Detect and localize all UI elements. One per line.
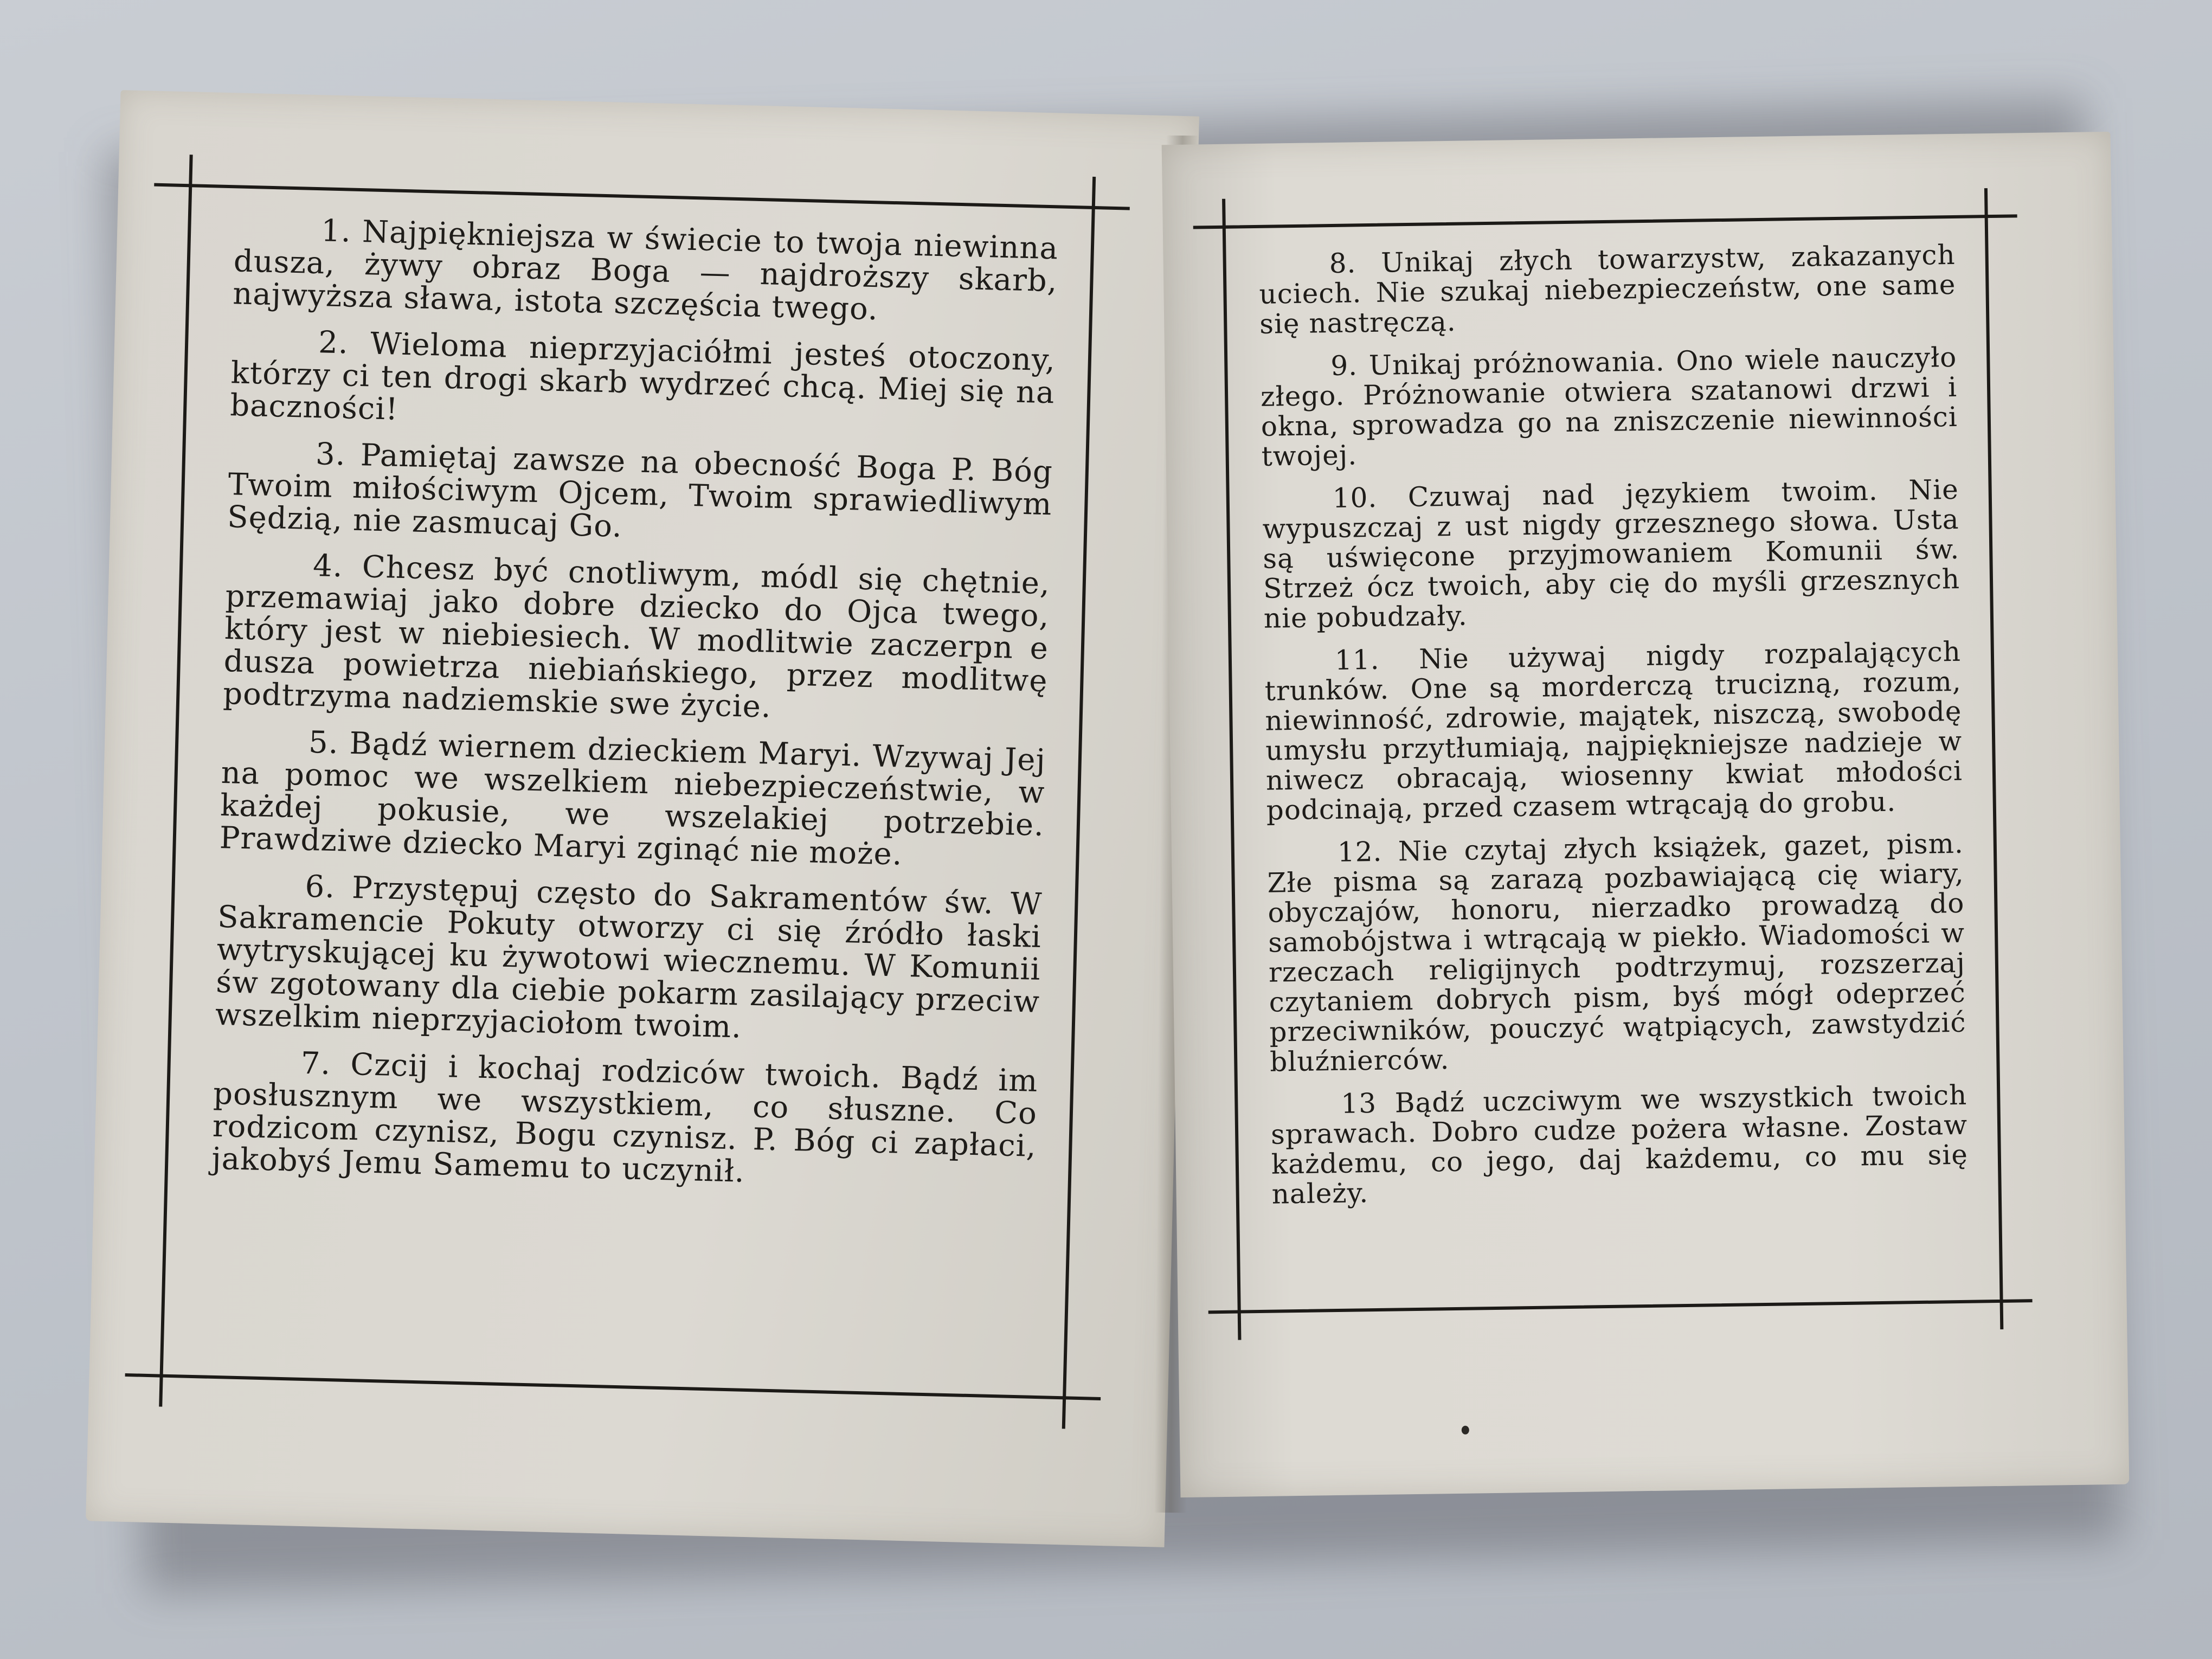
right-page-text	[1258, 240, 1969, 1223]
commandment-paragraph: 6. Przystępuj często do Sakramentów św. W Sakramencie Pokuty otworzy ci się źródło łaski wytryskującej ku żywotowi wiecznemu. W Komunii św zgotowany dla ciebie pokarm zasilający przeciw wszelkim nieprzyjaciołom twoim.	[215, 869, 1043, 1045]
commandment-paragraph: 11. Nie używaj nigdy rozpalających trunków. One są morderczą trucizną, rozum, niewinność, zdrowie, majątek, niszczą, swobodę umysłu przytłumiają, najpiękniejsze nadzieje w niwecz obracają, wiosenny kwiat młodości podcinają, przed czasem wtrącają do grobu.	[1264, 635, 1963, 826]
left-page-text	[211, 213, 1059, 1210]
commandment-paragraph: 5. Bądź wiernem dzieckiem Maryi. Wzywaj Jej na pomoc we wszelkiem niebezpieczeństwie, w każdej pokusie, we wszelakiej potrzebie. Prawdziwe dziecko Maryi zginąć nie może.	[219, 724, 1046, 872]
frame-corner-tick	[1062, 1396, 1066, 1429]
right-page-frame	[1223, 215, 2003, 1314]
right-page	[1162, 132, 2130, 1497]
commandment-paragraph: 7. Czcij i kochaj rodziców twoich. Bądź im posłusznym we wszystkiem, co słuszne. Co rodzicom czynisz, Bogu czynisz. P. Bóg ci zapłaci, jakobyś Jemu Samemu to uczynił.	[211, 1045, 1039, 1189]
frame-corner-tick	[2000, 1300, 2004, 1329]
frame-corner-tick	[1092, 177, 1096, 209]
frame-corner-tick	[154, 183, 192, 188]
frame-corner-tick	[1222, 199, 1226, 229]
commandment-paragraph: 3. Pamiętaj zawsze na obecność Boga P. Bóg Twoim miłościwym Ojcem, Twoim sprawiedliwym Sędzią, nie zasmucaj Go.	[227, 436, 1053, 544]
frame-corner-tick	[189, 155, 192, 187]
left-page	[86, 90, 1199, 1547]
commandment-paragraph: 2. Wieloma nieprzyjaciółmi jesteś otoczony, którzy ci ten drogi skarb wydrzeć chcą. Miej się na baczności!	[229, 325, 1056, 427]
frame-corner-tick	[1984, 188, 1988, 218]
ink-dot	[1462, 1426, 1469, 1435]
frame-corner-tick	[1092, 206, 1130, 210]
frame-corner-tick	[1063, 1396, 1101, 1400]
commandment-paragraph: 13 Bądź uczciwym we wszystkich twoich sprawach. Dobro cudze pożera własne. Zostaw każdemu, co jego, daj każdemu, co mu się należy.	[1270, 1079, 1969, 1210]
commandment-paragraph: 4. Chcesz być cnotliwym, módl się chętnie, przemawiaj jako dobre dziecko do Ojca twego, który jest w niebiesiech. W modlitwie zaczerpn e dusza powietrza niebiańskiego, przez modlitwę podtrzyma nadziemskie swe życie.	[222, 548, 1051, 725]
commandment-paragraph: 10. Czuwaj nad językiem twoim. Nie wypuszczaj z ust nigdy grzesznego słowa. Usta są uświęcone przyjmowaniem Komunii św. Strzeż ócz twoich, aby cię do myśli grzesznych nie pobudzały.	[1262, 473, 1960, 634]
commandment-paragraph: 1. Najpiękniejsza w świecie to twoja niewinna dusza, żywy obraz Boga — najdroższy skarb, najwyższa sława, istota szczęścia twego.	[232, 213, 1059, 327]
commandment-paragraph: 9. Unikaj próżnowania. Ono wiele nauczyło złego. Próżnowanie otwiera szatanowi drzwi i okna, sprowadza go na zniszczenie niewinności twojej.	[1260, 341, 1958, 472]
frame-corner-tick	[1238, 1310, 1242, 1340]
left-page-frame	[160, 184, 1095, 1399]
frame-corner-tick	[2000, 1299, 2033, 1303]
frame-corner-tick	[1208, 1310, 1241, 1314]
commandment-paragraph: 12. Nie czytaj złych książek, gazet, pism. Złe pisma są zarazą pozbawiającą cię wiary, obyczajów, honoru, nierzadko prowadzą do samobójstwa i wtrącają w piekło. Wiadomości w rzeczach religijnych podtrzymuj, rozszerzaj czytaniem dobrych pism, byś mógł odeprzeć przeciwników, pouczyć wątpiących, zawstydzić bluźnierców.	[1267, 827, 1966, 1078]
frame-corner-tick	[1193, 226, 1226, 229]
frame-corner-tick	[159, 1374, 163, 1407]
commandment-paragraph: 8. Unikaj złych towarzystw, zakazanych uciech. Nie szukaj niebezpieczeństw, one same się nastręczą.	[1259, 239, 1956, 340]
frame-corner-tick	[125, 1373, 163, 1378]
frame-corner-tick	[1985, 214, 2017, 218]
